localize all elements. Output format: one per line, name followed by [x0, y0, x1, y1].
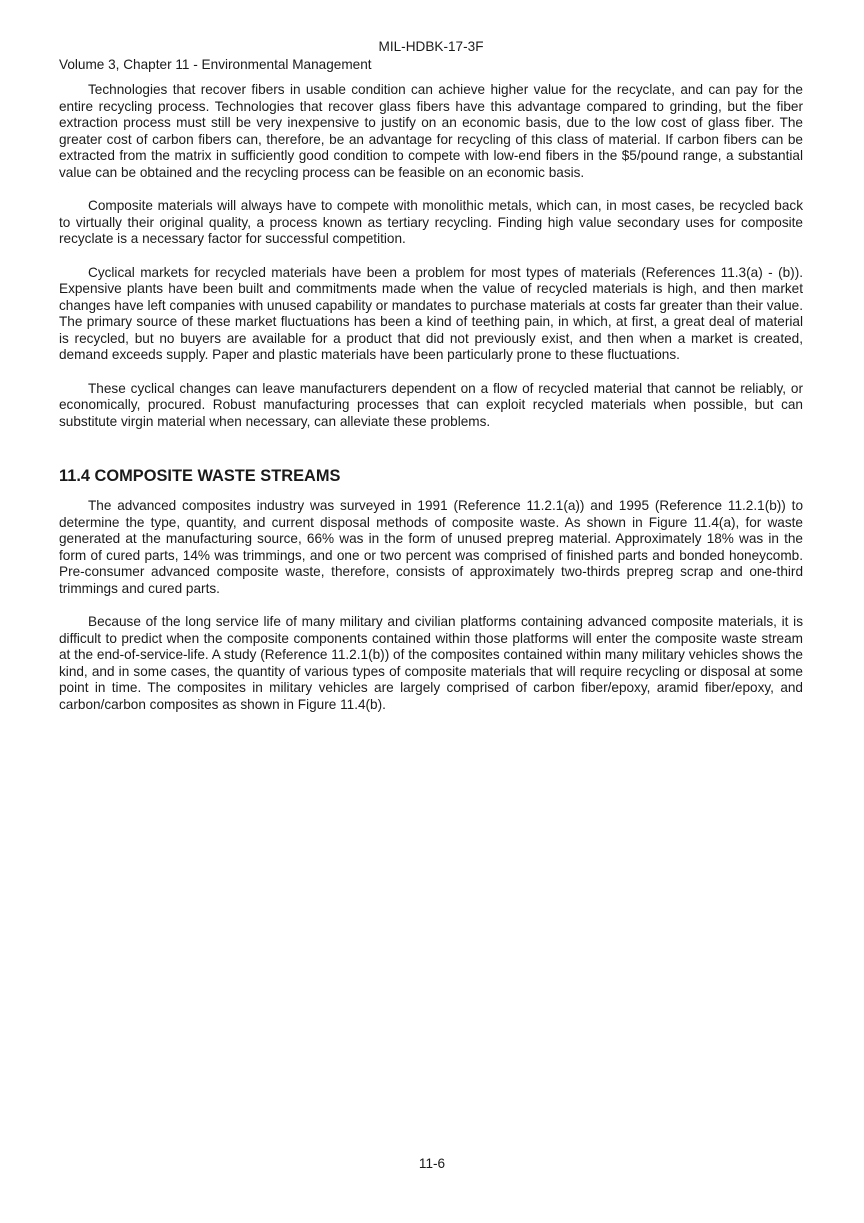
- paragraph-fiber-recovery: Technologies that recover fibers in usable condition can achieve higher value for the recyclate, and can pay for the entire recycling process. Technologies that recover glass fibers have this advantage compared to grinding, but the fiber extraction process must still be very inexpensive to justify on an economic basis, due to the low cost of glass fiber. The greater cost of carbon fibers can, therefore, be an advantage for recycling of this class of material. If carbon fibers can be extracted from the matrix in sufficiently good condition to compete with low-end fibers in the $5/pound range, a substantial value can be obtained and the recycling process can be feasible on an economic basis.: [59, 82, 803, 180]
- chapter-title: Volume 3, Chapter 11 - Environmental Management: [59, 57, 372, 72]
- document-page: [59, 38, 803, 713]
- paragraph-service-life: Because of the long service life of many military and civilian platforms containing advanced composite materials, it is difficult to predict when the composite components contained within those platforms will enter the composite waste stream at the end-of-service-life. A study (Reference 11.2.1(b)) of the composites contained within many military vehicles shows the kind, and in some cases, the quantity of various types of composite materials that will require recycling or disposal at some point in time. The composites in military vehicles are largely comprised of carbon fiber/epoxy, aramid fiber/epoxy, and carbon/carbon composites as shown in Figure 11.4(b).: [59, 614, 803, 712]
- section-heading: 11.4 COMPOSITE WASTE STREAMS: [59, 467, 341, 485]
- paragraph-monolithic-metals: Composite materials will always have to compete with monolithic metals, which can, in most cases, be recycled back to virtually their original quality, a process known as tertiary recycling. Finding high value secondary uses for composite recyclate is a necessary factor for successful competition.: [59, 198, 803, 246]
- paragraph-industry-survey: The advanced composites industry was surveyed in 1991 (Reference 11.2.1(a)) and 1995 (Reference 11.2.1(b)) to determine the type, quantity, and current disposal methods of composite waste. As shown in Figure 11.4(a), for waste generated at the manufacturing source, 66% was in the form of unused prepreg material. Approximately 18% was in the form of cured parts, 14% was trimmings, and one or two percent was comprised of finished parts and bonded honeycomb. Pre-consumer advanced composite waste, therefore, consists of approximately two-thirds prepreg scrap and one-third trimmings and cured parts.: [59, 498, 803, 596]
- page-number: 11-6: [418, 1156, 446, 1171]
- paragraph-cyclical-changes: These cyclical changes can leave manufacturers dependent on a flow of recycled material that cannot be reliably, or economically, procured. Robust manufacturing processes that can exploit recycled materials when possible, but can substitute virgin material when necessary, can alleviate these problems.: [59, 380, 803, 429]
- paragraph-cyclical-markets: Cyclical markets for recycled materials have been a problem for most types of materials (References 11.3(a) - (b)). Expensive plants have been built and commitments made when the value of recycled materials is high, and then market changes have left companies with unused capability or mandates to purchase materials at costs far greater than their value. The primary source of these market fluctuations has been a kind of teething pain, in which, at first, a great deal of material is recycled, but no buyers are available for a product that did not previously exist, and then when a market is created, demand exceeds supply. Paper and plastic materials have been particularly prone to these fluctuations.: [59, 264, 803, 362]
- document-id: MIL-HDBK-17-3F: [378, 39, 484, 54]
